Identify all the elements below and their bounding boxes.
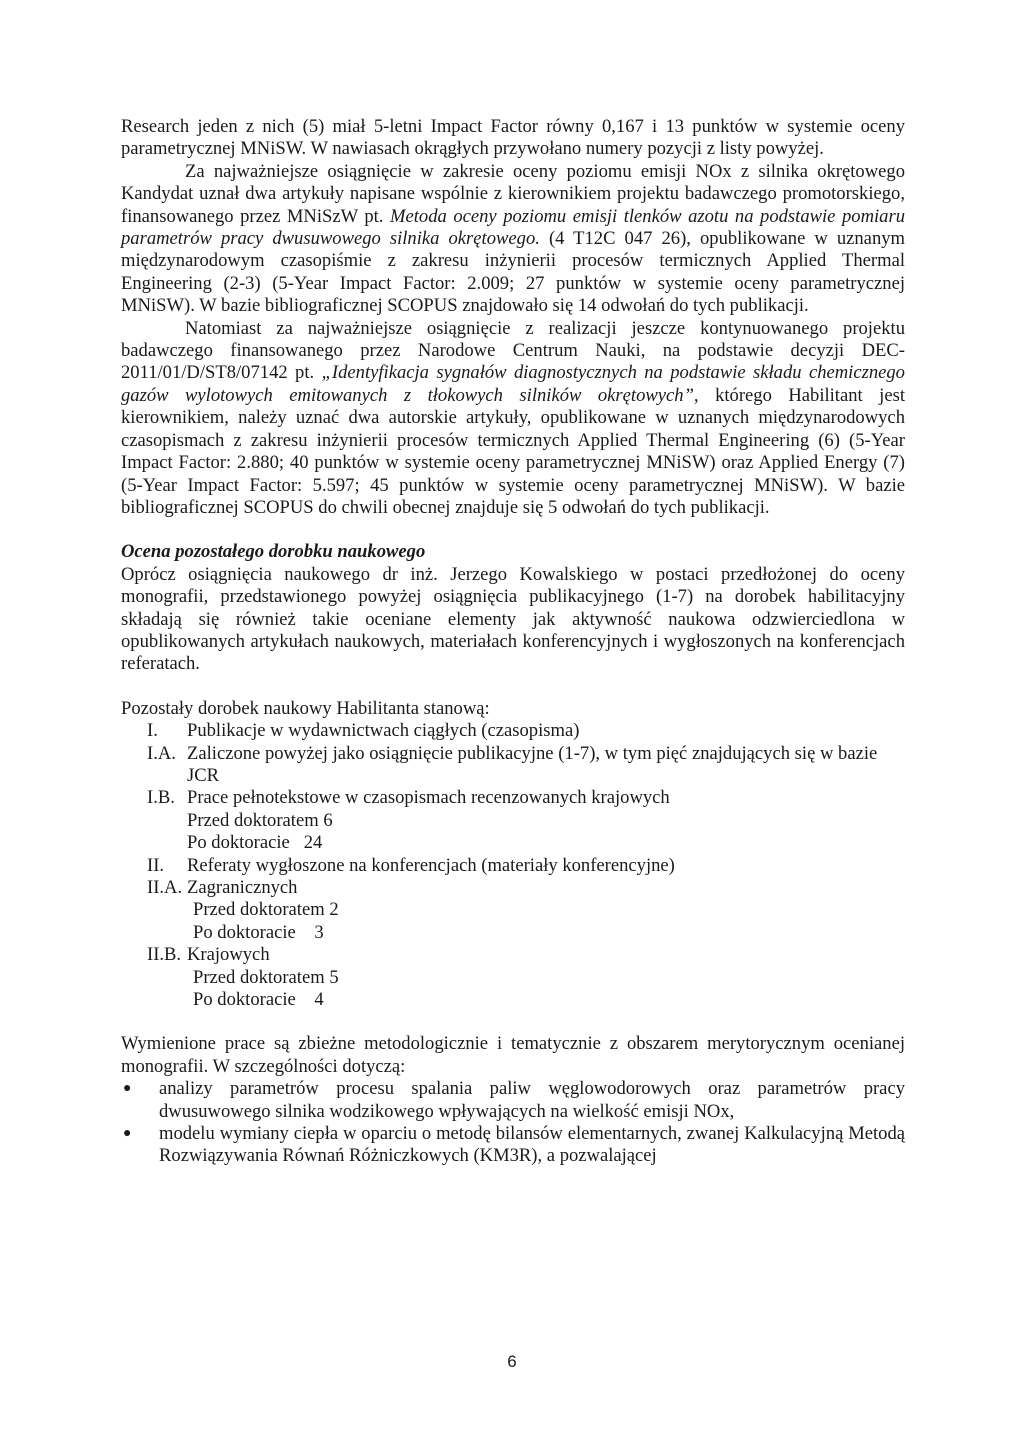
paragraph-other-output: Oprócz osiągnięcia naukowego dr inż. Jerzego Kowalskiego w postaci przedłożonej do oceny monografii, przedstawionego powyżej osiągnięcia publikacyjnego (1-7) na dorobek habilitacyjny składają się również takie oceniane elementy jak aktywność naukowa odzwierciedlona w opublikowanych artykułach naukowych, materiałach konferencyjnych i wygłoszonych na konferencjach referatach.	[121, 563, 905, 675]
paragraph-continuation	[121, 116, 905, 161]
subitem-label: Po doktoracie	[193, 921, 296, 943]
list-label: I.B.	[147, 787, 175, 809]
paragraph-text: Research jeden z nich (5) miał 5-letni Impact Factor równy 0,167 i 13 punktów w systemie oceny parametrycznej MNiSW. W nawiasach okrągłych przywołano numery pozycji z listy powyżej.	[121, 116, 905, 160]
paragraph-ncn-project	[121, 318, 905, 520]
subitem-label: Po doktoracie	[193, 989, 296, 1011]
subitem-value: 2	[329, 899, 339, 921]
list-subitem	[121, 967, 905, 989]
subitem-value: 24	[303, 832, 323, 854]
list-item	[121, 720, 905, 742]
list-label: II.B.	[147, 944, 182, 966]
paragraph-most-important-achievement	[121, 161, 905, 318]
list-item	[121, 944, 905, 966]
list-item	[121, 743, 905, 788]
list-item	[121, 877, 905, 899]
page-content	[121, 116, 905, 1168]
paragraph-text: (4 T12C 047 26), opublikowane w uznanym międzynarodowym czasopiśmie z zakresu inżynierii procesów termicznych Applied Thermal Engineering (2-3) (5-Year Impact Factor: 2.009; 27 punktów w systemie oceny parametrycznej MNiSW). W bazie bibliograficznej SCOPUS znajdowało się 14 odwołań do tych publikacji.	[121, 228, 905, 317]
list-item	[121, 787, 905, 809]
list-subitem	[121, 989, 905, 1011]
subitem-label: Po doktoracie	[187, 832, 290, 854]
bullet-item	[121, 1078, 905, 1123]
list-label: II.	[147, 854, 165, 876]
subitem-label: Przed doktoratem	[193, 899, 325, 921]
spacer	[121, 519, 905, 541]
spacer	[121, 676, 905, 698]
list-text: Krajowych	[187, 944, 270, 966]
paragraph-text: którego Habilitant jest kierownikiem, należy uznać dwa autorskie artykuły, opublikowane w uznanych międzynarodowych czasopismach z zakresu inżynierii procesów termicznych Applied Thermal Engineering (6) (5-Year Impact Factor: 2.880; 40 punktów w systemie oceny parametrycznej MNiSW) oraz Applied Energy (7) (5-Year Impact Factor: 5.597; 45 punktów w systemie oceny parametrycznej MNiSW). W bazie bibliograficznej SCOPUS do chwili obecnej znajduje się 5 odwołań do tych publikacji.	[121, 384, 905, 518]
list-subitem	[121, 832, 905, 854]
list-label: II.A.	[147, 877, 183, 898]
project-title: „Identyfikacja sygnałów diagnostycznych na podstawie składu chemicznego gazów wylotowych emitowanych z tłokowych silników okrętowych”,	[121, 362, 905, 406]
paragraph-scope: Wymienione prace są zbieżne metodologicznie i tematycznie z obszarem merytorycznym ocenianej monografii. W szczególności dotyczą:	[121, 1033, 905, 1077]
spacer	[121, 1011, 905, 1033]
list-text: Zaliczone powyżej jako osiągnięcie publikacyjne (1-7), w tym pięć znajdujących się w bazie JCR	[187, 742, 878, 786]
bullet-icon: ●	[123, 1081, 132, 1097]
paragraph-text: Za najważniejsze osiągnięcie w zakresie oceny poziomu emisji NOx z silnika okrętowego Kandydat uznał dwa artykuły napisane wspólnie z kierownikiem projektu badawczego promotorskiego, finansowanego przez MNiSzW pt.	[121, 160, 905, 227]
subitem-label: Przed doktoratem	[193, 966, 325, 988]
subitem-label: Przed doktoratem	[187, 809, 319, 831]
paragraph-text: Natomiast za najważniejsze osiągnięcie z realizacji jeszcze kontynuowanego projektu badawczego finansowanego przez Narodowe Centrum Nauki, na podstawie decyzji DEC-2011/01/D/ST8/07142 pt.	[121, 317, 905, 384]
project-title: Metoda oceny poziomu emisji tlenków azotu na podstawie pomiaru parametrów pracy dwusuwowego silnika okrętowego.	[121, 205, 905, 250]
output-list	[121, 720, 905, 1011]
section-heading: Ocena pozostałego dorobku naukowego	[121, 541, 426, 563]
list-subitem	[121, 810, 905, 832]
bullet-text: modelu wymiany ciepła w oparciu o metodę bilansów elementarnych, zwanej Kalkulacyjną Metodą Rozwiązywania Równań Różniczkowych (KM3R), a pozwalającej	[159, 1123, 905, 1167]
subitem-value: 6	[323, 809, 333, 831]
paragraph-list-intro: Pozostały dorobek naukowy Habilitanta stanową:	[121, 697, 490, 719]
list-label: I.A.	[147, 742, 176, 764]
list-subitem	[121, 922, 905, 944]
list-item	[121, 855, 905, 877]
list-label: I.	[147, 720, 158, 742]
list-text: Referaty wygłoszone na konferencjach (materiały konferencyjne)	[187, 854, 675, 876]
subitem-value: 4	[314, 989, 324, 1011]
list-subitem	[121, 899, 905, 921]
list-text: Publikacje w wydawnictwach ciągłych (czasopisma)	[187, 720, 580, 742]
subitem-value: 5	[329, 966, 339, 988]
list-text: Zagranicznych	[187, 877, 298, 898]
bullet-item	[121, 1123, 905, 1168]
subitem-value: 3	[314, 921, 324, 943]
bullet-text: analizy parametrów procesu spalania paliw węglowodorowych oraz parametrów pracy dwusuwowego silnika wodzikowego wpływających na wielkość emisji NOx,	[159, 1078, 905, 1122]
bullet-icon: ●	[123, 1126, 132, 1142]
list-text: Prace pełnotekstowe w czasopismach recenzowanych krajowych	[187, 787, 670, 809]
page-number: 6	[507, 1352, 517, 1371]
